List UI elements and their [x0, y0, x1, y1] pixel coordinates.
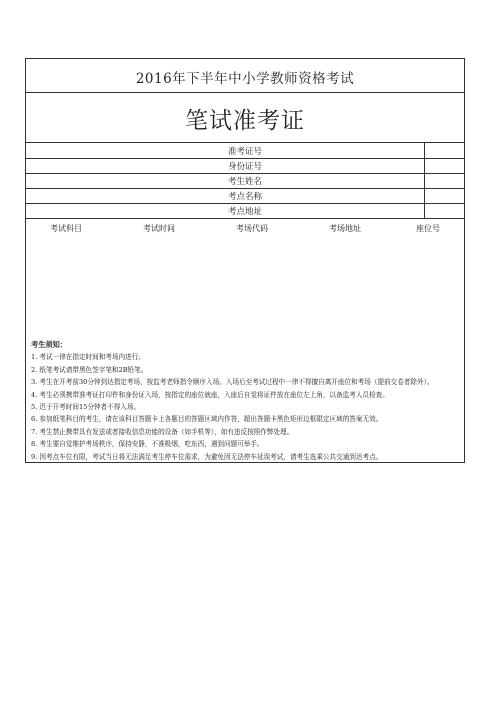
- note-item: 8. 考生要自觉维护考场秩序，保持安静，不准吸烟，吃东西，遇到问题可举手。: [31, 440, 264, 449]
- note-item: 6. 参加纸笔科目的考生，请在该科目答题卡上各题目的答题区域内作答，超出答题卡黑色矩形边框限定区域的答案无效。: [31, 415, 383, 424]
- field-row-name: [26, 173, 464, 189]
- column-header-seat: 座位号: [416, 224, 440, 233]
- field-row-test-center: [26, 188, 464, 204]
- notes-title: 考生须知：: [31, 340, 67, 349]
- note-item: 5. 迟于开考时间15分钟者不得入场。: [31, 403, 141, 412]
- field-label-test-center: 考点名称: [227, 192, 262, 202]
- title-row: [26, 59, 464, 93]
- candidate-notes: [31, 339, 461, 463]
- field-label-name: 考生姓名: [227, 177, 262, 187]
- note-item: 4. 考生必须携带准考证打印件和身份证入场，按指定的座位就座，入座后自觉将证件放在座位左上角，以备监考人员检查。: [31, 390, 389, 399]
- column-header-room-address: 考场地址: [329, 224, 361, 233]
- note-item: 1. 考试一律在指定时间和考场内进行。: [31, 353, 145, 362]
- field-row-id-number: [26, 158, 464, 174]
- field-label-test-center-address: 考点地址: [227, 207, 262, 217]
- column-header-subject: 考试科目: [50, 224, 82, 233]
- note-item: 3. 考生在开考前30分钟到达指定考场，按监考老师指令顺序入场。入场后至考试过程中一律不得擅自离开座位和考场（提前交卷者除外）。: [31, 378, 434, 387]
- field-label-ticket-number: 准考证号: [227, 147, 262, 157]
- column-header-room-code: 考场代码: [236, 224, 268, 233]
- admission-ticket: [25, 58, 465, 463]
- field-row-ticket-number: [26, 143, 464, 159]
- field-row-test-center-address: [26, 203, 464, 219]
- exam-title: 2016年下半年中小学教师资格考试: [135, 71, 355, 87]
- column-header-time: 考试时间: [143, 224, 175, 233]
- note-item: 2. 纸笔考试请带黑色签字笔和2B铅笔。: [31, 365, 148, 374]
- ticket-title: 笔试准考证: [185, 108, 305, 134]
- ticket-title-row: [26, 92, 464, 143]
- field-label-id-number: 身份证号: [227, 162, 262, 172]
- note-item: 9. 因考点车位有限，考试当日将无法满足考生停车位需求，为避免因无法停车延误考试，请考生选乘公共交通到达考点。: [31, 452, 383, 461]
- note-item: 7. 考生禁止携带具有发送或者接收信息功能的设备（如手机等），如有违反按照作弊处理。: [31, 427, 294, 436]
